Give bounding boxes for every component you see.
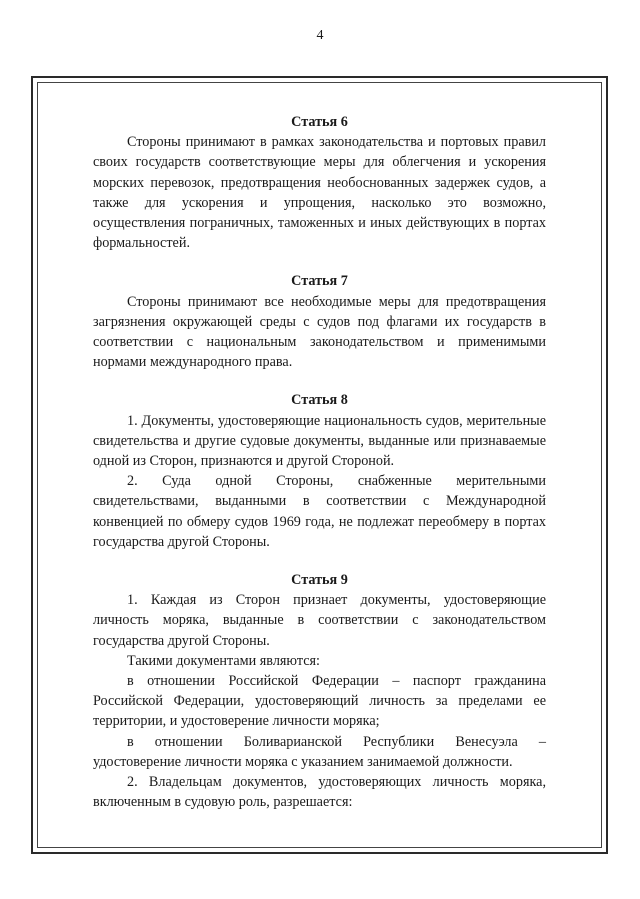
- article-9-paragraph-3: в отношении Российской Федерации – паспорт гражданина Российской Федерации, удостоверяющий личность за пределами ее территории, и удостоверение личности моряка;: [93, 673, 546, 730]
- article-9-paragraph-4: в отношении Боливарианской Республики Венесуэла – удостоверение личности моряка с указанием занимаемой должности.: [93, 733, 546, 770]
- article-7: [93, 271, 546, 372]
- page-number: 4: [316, 28, 324, 43]
- article-8: [93, 390, 546, 552]
- document-body: [93, 112, 546, 813]
- article-8-paragraph-2: 2. Суда одной Стороны, снабженные мерительными свидетельствами, выданными в соответствии с Международной конвенцией по обмеру судов 1969 года, не подлежат переобмеру в портах государства другой Стороны.: [93, 473, 546, 550]
- article-6-paragraph-1: Стороны принимают в рамках законодательства и портовых правил своих государств соответствующие меры для облегчения и ускорения морских перевозок, предотвращения необоснованных задержек судов, а также для ускорения и упрощения, насколько это возможно, осуществления пограничных, таможенных и иных действующих в портах формальностей.: [93, 134, 546, 252]
- article-8-title: Статья 8: [291, 392, 348, 409]
- article-7-paragraph-1: Стороны принимают все необходимые меры для предотвращения загрязнения окружающей среды с судов под флагами их государств в соответствии с национальным законодательством и применимыми нормами международного права.: [93, 293, 546, 371]
- article-6: [93, 112, 546, 253]
- article-6-title: Статья 6: [291, 114, 348, 130]
- article-9: [93, 570, 546, 812]
- article-7-title: Статья 7: [291, 273, 348, 290]
- article-9-paragraph-5: 2. Владельцам документов, удостоверяющих личность моряка, включенным в судовую роль, разрешается:: [93, 774, 546, 811]
- article-9-title: Статья 9: [291, 572, 348, 589]
- article-8-paragraph-1: 1. Документы, удостоверяющие национальность судов, мерительные свидетельства и другие судовые документы, выданные или признаваемые одной из Сторон, признаются и другой Стороной.: [93, 412, 546, 470]
- article-9-paragraph-2: Такими документами являются:: [127, 652, 320, 669]
- article-9-paragraph-1: 1. Каждая из Сторон признает документы, удостоверяющие личность моряка, выданные в соответствии с законодательством государства другой Стороны.: [93, 592, 546, 649]
